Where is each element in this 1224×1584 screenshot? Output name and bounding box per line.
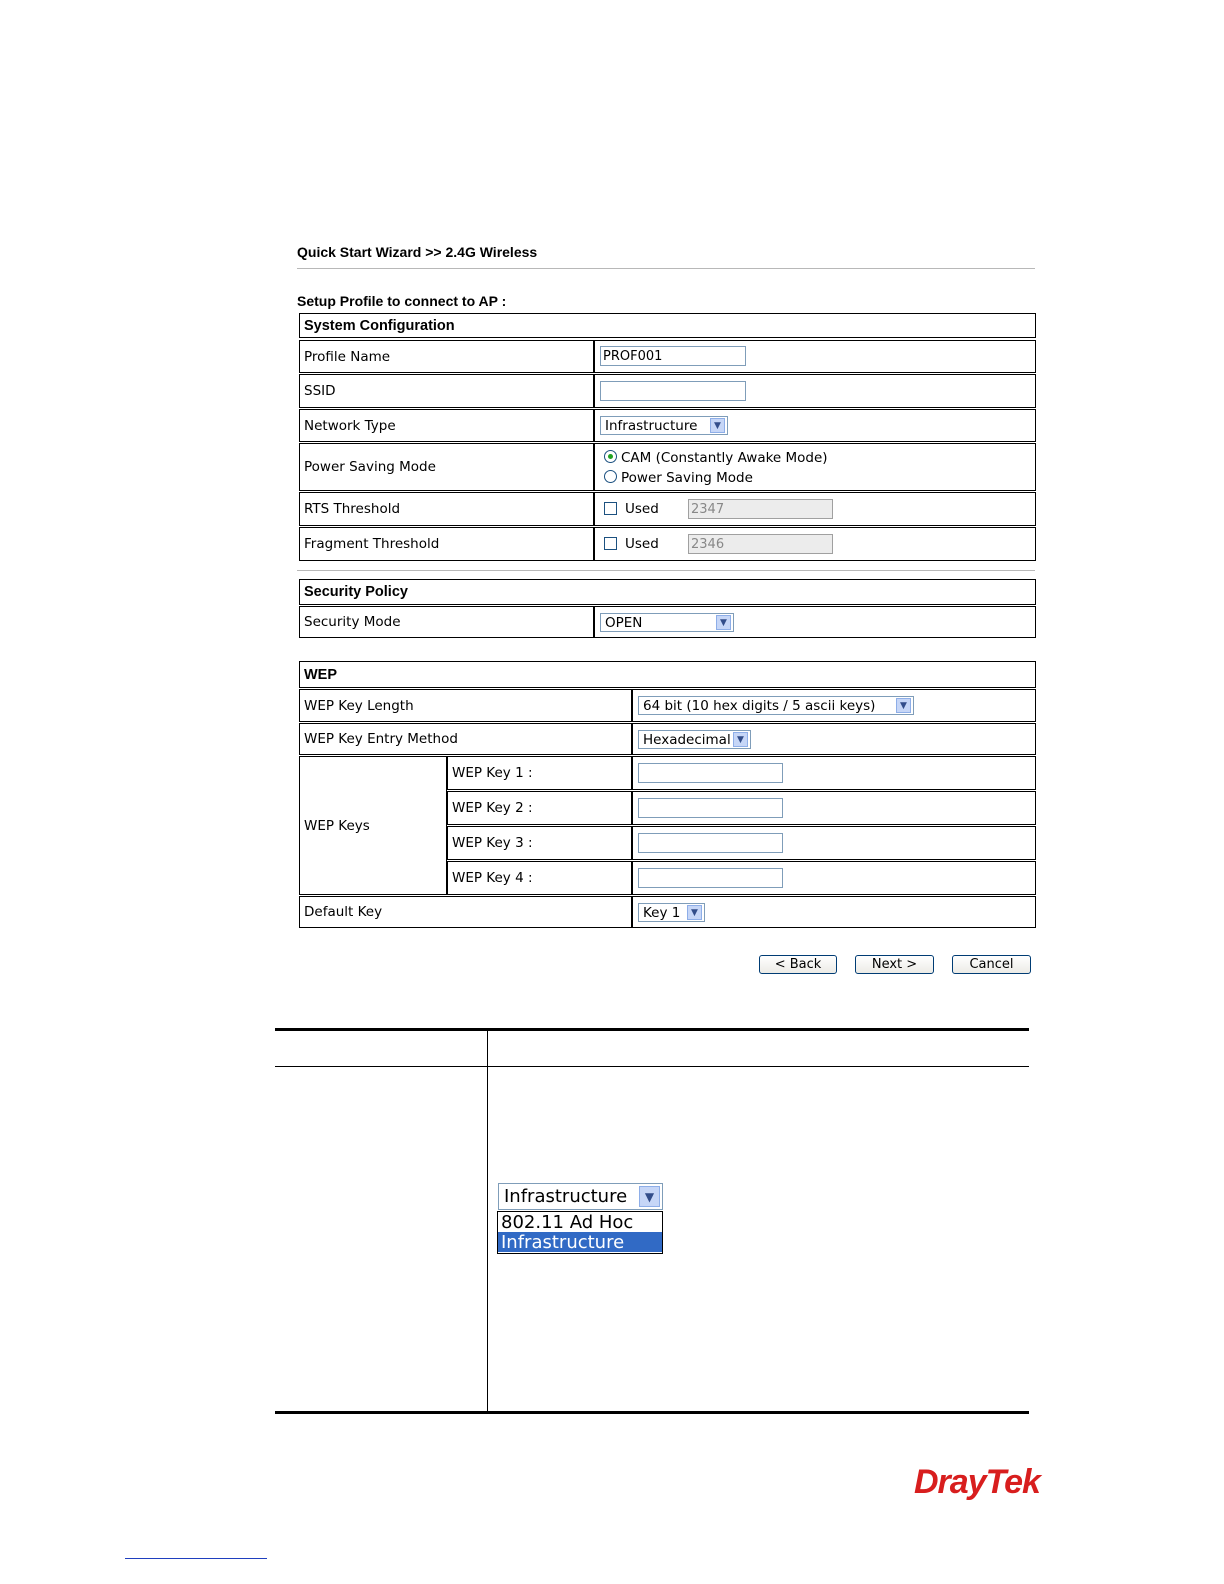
dropdown-option-infrastructure: Infrastructure (498, 1232, 662, 1252)
rts-threshold-label: RTS Threshold (299, 492, 594, 526)
section-divider (297, 570, 1035, 571)
next-button[interactable]: Next > (855, 955, 934, 974)
footer-link-underline (125, 1558, 267, 1559)
system-config-header: System Configuration (299, 313, 1036, 338)
wep-key-3-cell (632, 826, 1036, 860)
wep-entry-method-value: Hexadecimal (643, 731, 731, 748)
ssid-input[interactable] (600, 381, 746, 401)
cam-radio-label: CAM (Constantly Awake Mode) (621, 450, 828, 466)
default-key-label: Default Key (299, 896, 632, 928)
chevron-down-icon[interactable]: ▼ (733, 732, 748, 747)
profile-name-input[interactable]: PROF001 (600, 346, 746, 366)
chevron-down-icon: ▼ (639, 1186, 660, 1207)
ssid-cell (594, 374, 1036, 408)
back-button[interactable]: < Back (759, 955, 837, 974)
power-saving-label: Power Saving Mode (299, 443, 594, 491)
wep-key-2-label: WEP Key 2 : (447, 791, 632, 825)
doc-table-top-border (275, 1028, 1029, 1031)
ssid-label: SSID (299, 374, 594, 408)
wep-key-1-input[interactable] (638, 763, 783, 783)
dropdown-option-adhoc: 802.11 Ad Hoc (501, 1211, 634, 1233)
fragment-threshold-cell (594, 527, 1036, 561)
chevron-down-icon[interactable]: ▼ (896, 698, 911, 713)
wep-key-3-label: WEP Key 3 : (447, 826, 632, 860)
security-mode-select[interactable] (600, 613, 734, 632)
chevron-down-icon[interactable]: ▼ (716, 615, 731, 630)
default-key-select[interactable] (638, 903, 705, 922)
draytek-logo: DrayTek (914, 1463, 1040, 1501)
doc-table-column-divider (487, 1031, 488, 1412)
security-mode-label: Security Mode (299, 606, 594, 638)
rts-used-label: Used (625, 501, 659, 517)
wep-key-1-cell (632, 756, 1036, 790)
chevron-down-icon[interactable]: ▼ (710, 418, 725, 433)
doc-table-header-divider (275, 1066, 1029, 1067)
cancel-button[interactable]: Cancel (952, 955, 1031, 974)
profile-name-label: Profile Name (299, 340, 594, 373)
network-type-label: Network Type (299, 409, 594, 442)
wep-key-length-cell (632, 689, 1036, 722)
power-saving-radio[interactable] (604, 470, 617, 483)
security-mode-cell (594, 606, 1036, 638)
breadcrumb-divider (297, 268, 1035, 269)
wep-header: WEP (299, 661, 1036, 688)
power-saving-radio-label: Power Saving Mode (621, 470, 753, 486)
page-subtitle: Setup Profile to connect to AP : (297, 293, 507, 309)
wep-key-1-label: WEP Key 1 : (447, 756, 632, 790)
wep-key-length-value: 64 bit (10 hex digits / 5 ascii keys) (643, 697, 876, 714)
network-type-dropdown-illustration (498, 1183, 663, 1210)
network-type-select[interactable] (600, 416, 728, 435)
wep-key-3-input[interactable] (638, 833, 783, 853)
breadcrumb: Quick Start Wizard >> 2.4G Wireless (297, 244, 538, 260)
rts-threshold-input[interactable]: 2347 (688, 499, 833, 519)
security-mode-value: OPEN (605, 614, 643, 631)
wep-key-4-cell (632, 861, 1036, 895)
chevron-down-icon[interactable]: ▼ (687, 905, 702, 920)
fragment-used-checkbox[interactable] (604, 537, 617, 550)
wep-key-2-input[interactable] (638, 798, 783, 818)
profile-name-cell (594, 340, 1036, 373)
wep-entry-method-cell (632, 723, 1036, 755)
wep-key-2-cell (632, 791, 1036, 825)
wep-key-4-input[interactable] (638, 868, 783, 888)
default-key-cell (632, 896, 1036, 928)
network-type-dropdown-list (497, 1211, 663, 1254)
wep-entry-method-label: WEP Key Entry Method (299, 723, 632, 755)
wep-key-4-label: WEP Key 4 : (447, 861, 632, 895)
fragment-threshold-input[interactable]: 2346 (688, 534, 833, 554)
wep-key-length-select[interactable] (638, 696, 914, 715)
wep-entry-method-select[interactable] (638, 730, 751, 749)
default-key-value: Key 1 (643, 904, 681, 921)
network-type-cell (594, 409, 1036, 442)
rts-used-checkbox[interactable] (604, 502, 617, 515)
wep-key-length-label: WEP Key Length (299, 689, 632, 722)
cam-radio[interactable] (604, 450, 617, 463)
fragment-threshold-label: Fragment Threshold (299, 527, 594, 561)
fragment-used-label: Used (625, 536, 659, 552)
network-type-dropdown-value: Infrastructure (504, 1186, 628, 1207)
power-saving-cell (594, 443, 1036, 491)
doc-table-bottom-border (275, 1411, 1029, 1414)
wep-keys-label: WEP Keys (299, 756, 447, 895)
network-type-value: Infrastructure (605, 417, 698, 434)
security-policy-header: Security Policy (299, 579, 1036, 605)
rts-threshold-cell (594, 492, 1036, 526)
